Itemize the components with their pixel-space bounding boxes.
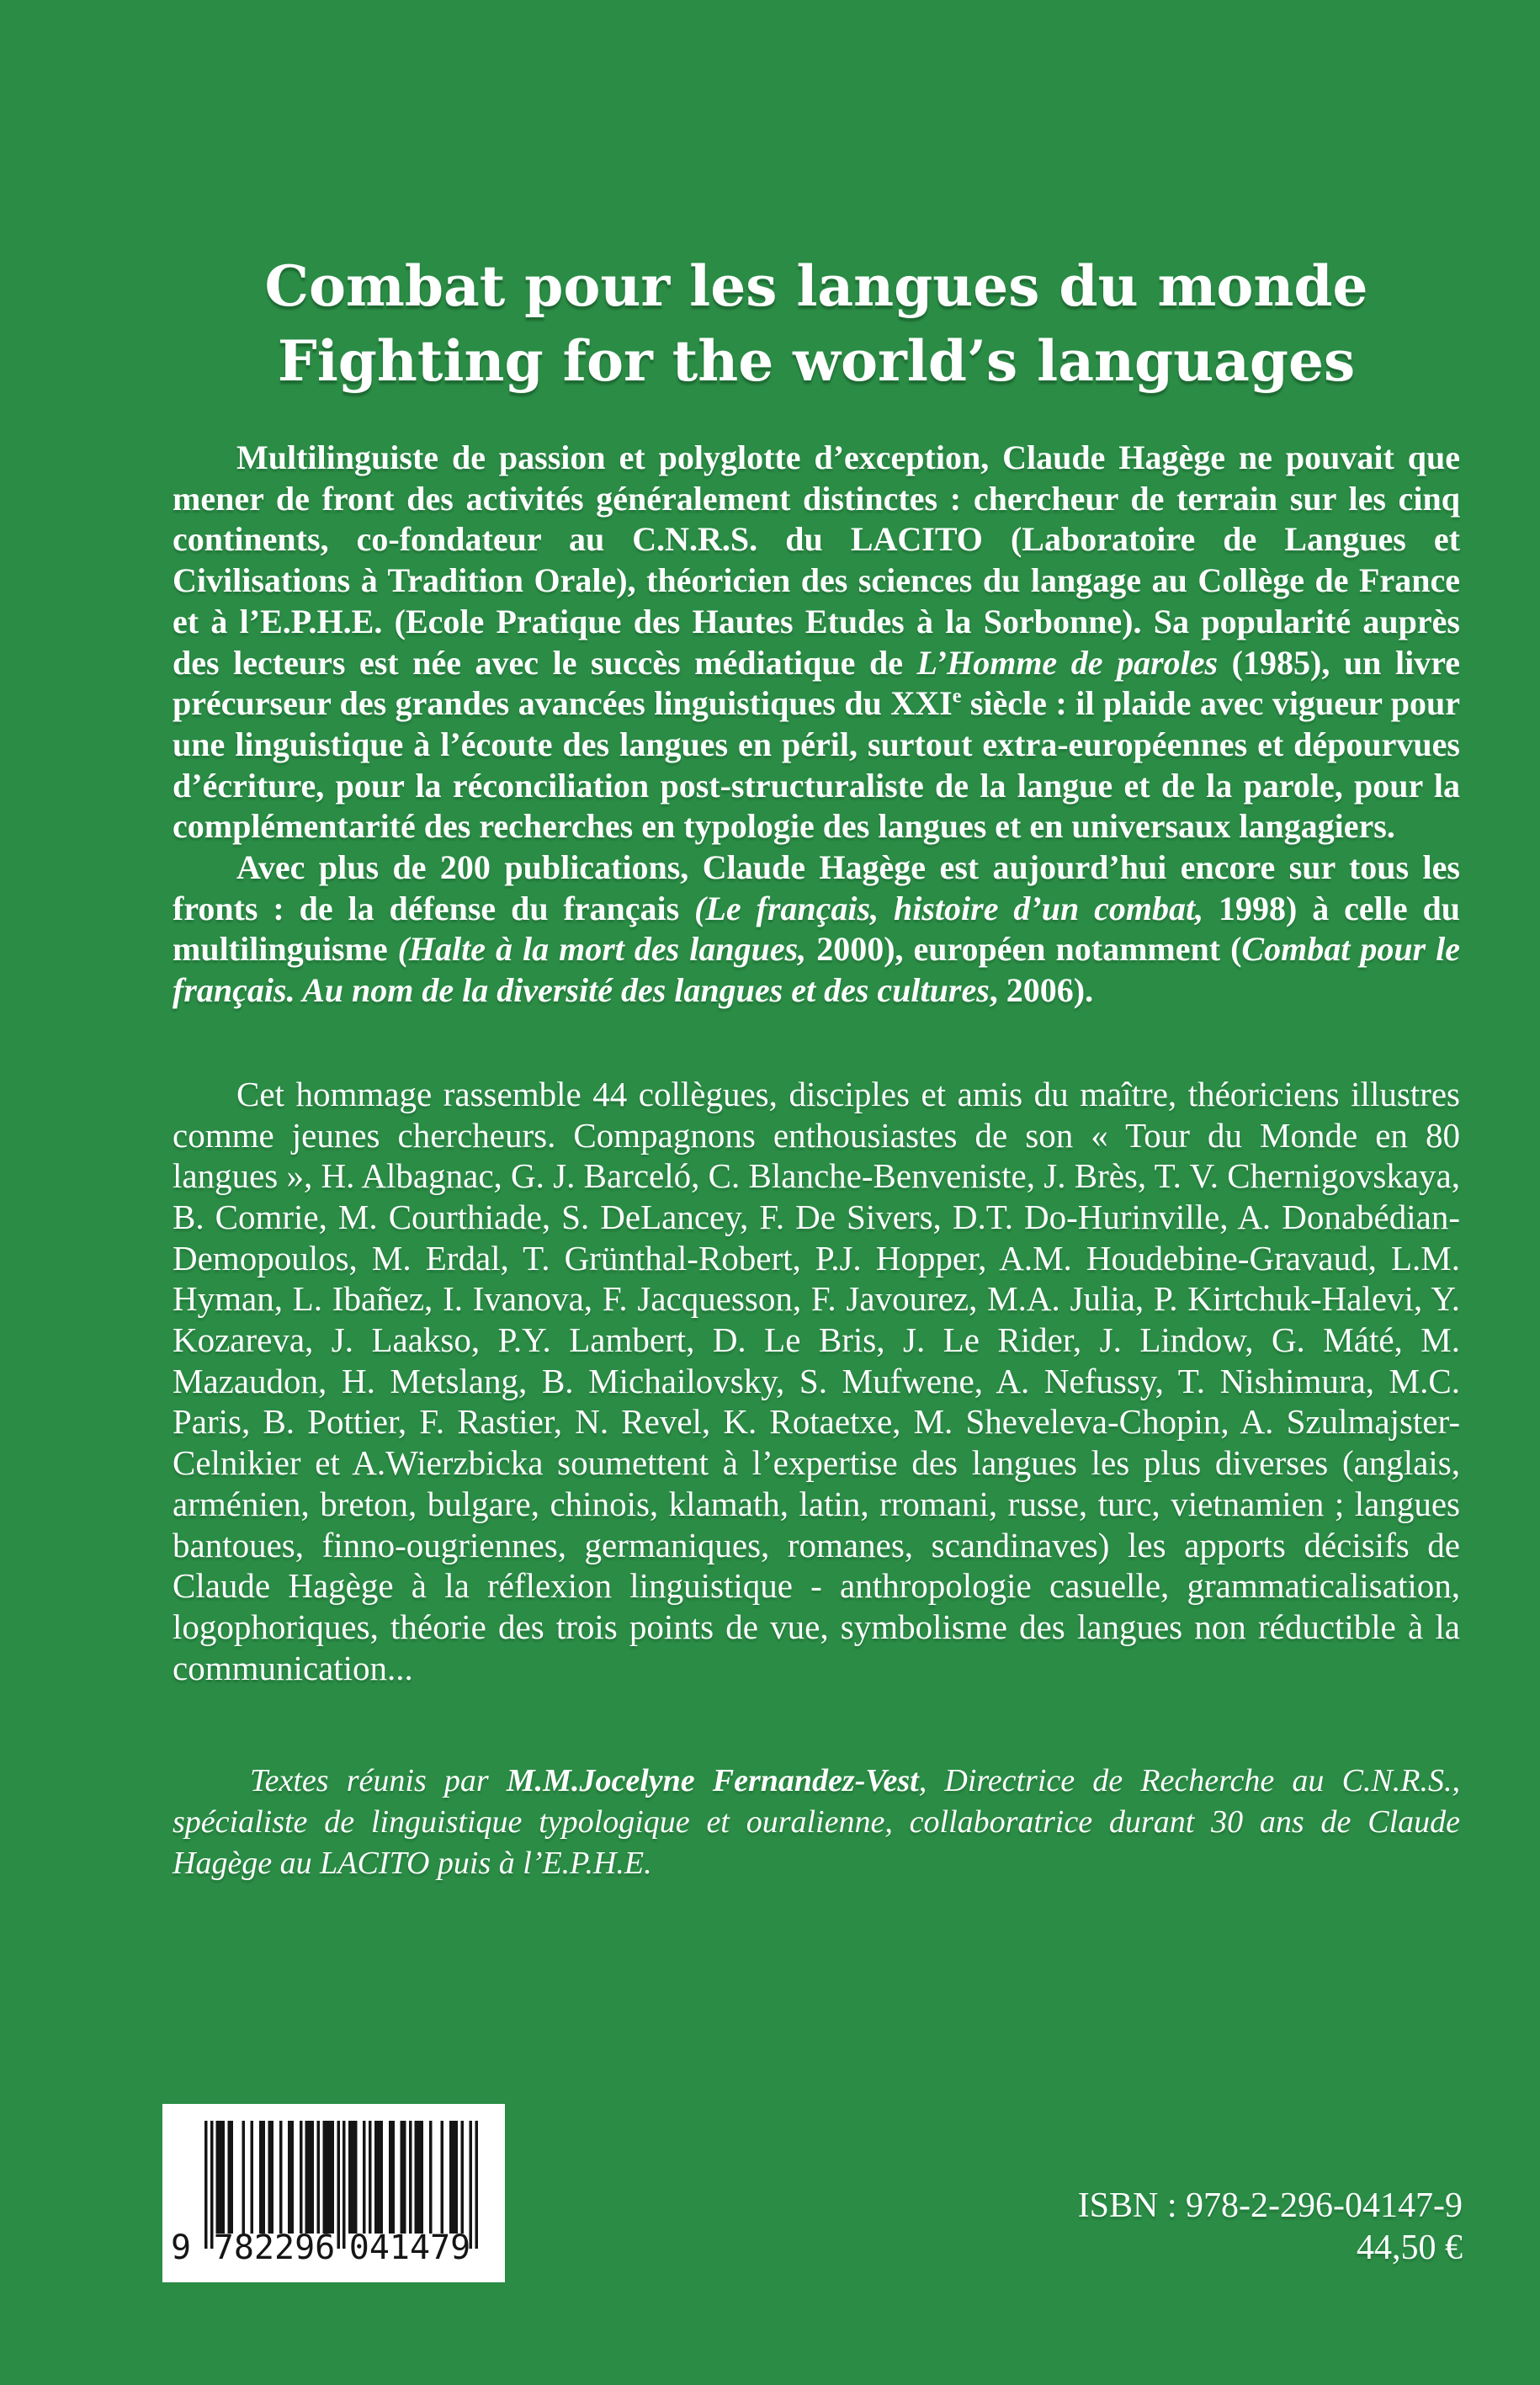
text-run: , Directrice de Recherche au C.N.R.S., spécialiste de linguistique typologique et ouralienne, collaboratrice durant 30 ans de Claude Hagège au LACITO puis à l’E.P.H.E. — [173, 1763, 1460, 1881]
text-run: siècle : il plaide avec vigueur pour une linguistique à l’écoute des langues en péril, surtout extra-européennes et dépourvues d’écriture, pour la réconciliation post-structuraliste de la langue et de la parole, pour la complémentarité des recherches en typologie des langues et en universaux langagiers. — [173, 684, 1461, 846]
paragraph-editor — [173, 1761, 1460, 1883]
isbn-text: ISBN : 978-2-296-04147-9 — [1077, 2186, 1463, 2225]
text-run: M.M.Jocelyne Fernandez-Vest — [506, 1763, 919, 1799]
title-line-english: Fighting for the world’s languages — [277, 328, 1356, 394]
text-run: , 2006). — [989, 971, 1094, 1010]
text-run: Textes réunis par — [250, 1763, 507, 1799]
text-run: (1985), un livre précurseur des grandes avancées linguistiques du XXI — [173, 643, 1460, 723]
text-run: 1998) à celle du multilinguisme — [173, 889, 1460, 969]
book-title — [173, 249, 1460, 399]
title-line-french: Combat pour les langues du monde — [264, 253, 1368, 319]
price-text: 44,50 € — [1357, 2228, 1463, 2267]
barcode-digits-right-group: 041479 — [348, 2228, 471, 2267]
isbn-price-block — [1078, 2185, 1463, 2269]
text-run: (Le français, histoire d’un combat, — [694, 889, 1204, 927]
text-run: e — [952, 685, 962, 708]
barcode-digits-left-group: 782296 — [213, 2228, 336, 2267]
text-run: Combat pour le français. Au nom de la diversité des langues et des cultures — [173, 930, 1460, 1010]
text-run: L’Homme de paroles — [916, 643, 1219, 682]
text-run: Multilinguiste de passion et polyglotte d’exception, Claude Hagège ne pouvait que mener de front des activités généralement distinctes : chercheur de terrain sur les cinq continents, co-fondateur au C.N.R.S. du LACITO (Laboratoire de Langues et Civilisations à Tradition Orale), théoricien des sciences du langage au Collège de France et à l’E.P.H.E. (Ecole Pratique des Hautes Etudes à la Sorbonne). Sa popularité auprès des lecteurs est née avec le succès médiatique de — [173, 438, 1460, 682]
paragraph-works — [173, 847, 1460, 1012]
body-text — [173, 438, 1460, 1884]
paragraph-bio — [173, 438, 1460, 847]
barcode — [162, 2104, 505, 2282]
paragraph-contributors — [173, 1074, 1460, 1689]
text-run: Avec plus de 200 publications, Claude Hagège est aujourd’hui encore sur tous les fronts : de la défense du français — [173, 848, 1460, 927]
text-run: (Halte à la mort des langues, — [397, 930, 807, 969]
text-run: 2000), européen notamment ( — [806, 930, 1242, 969]
barcode-digit-leading: 9 — [171, 2228, 192, 2267]
text-run: Cet hommage rassemble 44 collègues, disciples et amis du maître, théoriciens illustres comme jeunes chercheurs. Compagnons enthousiastes de son « Tour du Monde en 80 langues », H. Albagnac, G. J. Barceló, C. Blanche-Benveniste, J. Brès, T. V. Chernigovskaya, B. Comrie, M. Courthiade, S. DeLancey, F. De Sivers, D.T. Do-Hurinville, A. Donabédian-Demopoulos, M. Erdal, T. Grünthal-Robert, P.J. Hopper, A.M. Houdebine-Gravaud, L.M. Hyman, L. Ibañez, I. Ivanova, F. Jacquesson, F. Javourez, M.A. Julia, P. Kirtchuk-Halevi, Y. Kozareva, J. Laakso, P.Y. Lambert, D. Le Bris, J. Le Rider, J. Lindow, G. Máté, M. Mazaudon, H. Metslang, B. Michailovsky, S. Mufwene, A. Nefussy, T. Nishimura, M.C. Paris, B. Pottier, F. Rastier, N. Revel, K. Rotaetxe, M. Sheveleva-Chopin, A. Szulmajster-Celnikier et A.Wierzbicka soumettent à l’expertise des langues les plus diverses (anglais, arménien, breton, bulgare, chinois, klamath, latin, rromani, russe, turc, vietnamien ; langues bantoues, finno-ougriennes, germaniques, romanes, scandinaves) les apports décisifs de Claude Hagège à la réflexion linguistique - anthropologie casuelle, grammaticalisation, logophoriques, théorie des trois points de vue, symbolisme des langues non réductible à la communication... — [173, 1074, 1460, 1687]
